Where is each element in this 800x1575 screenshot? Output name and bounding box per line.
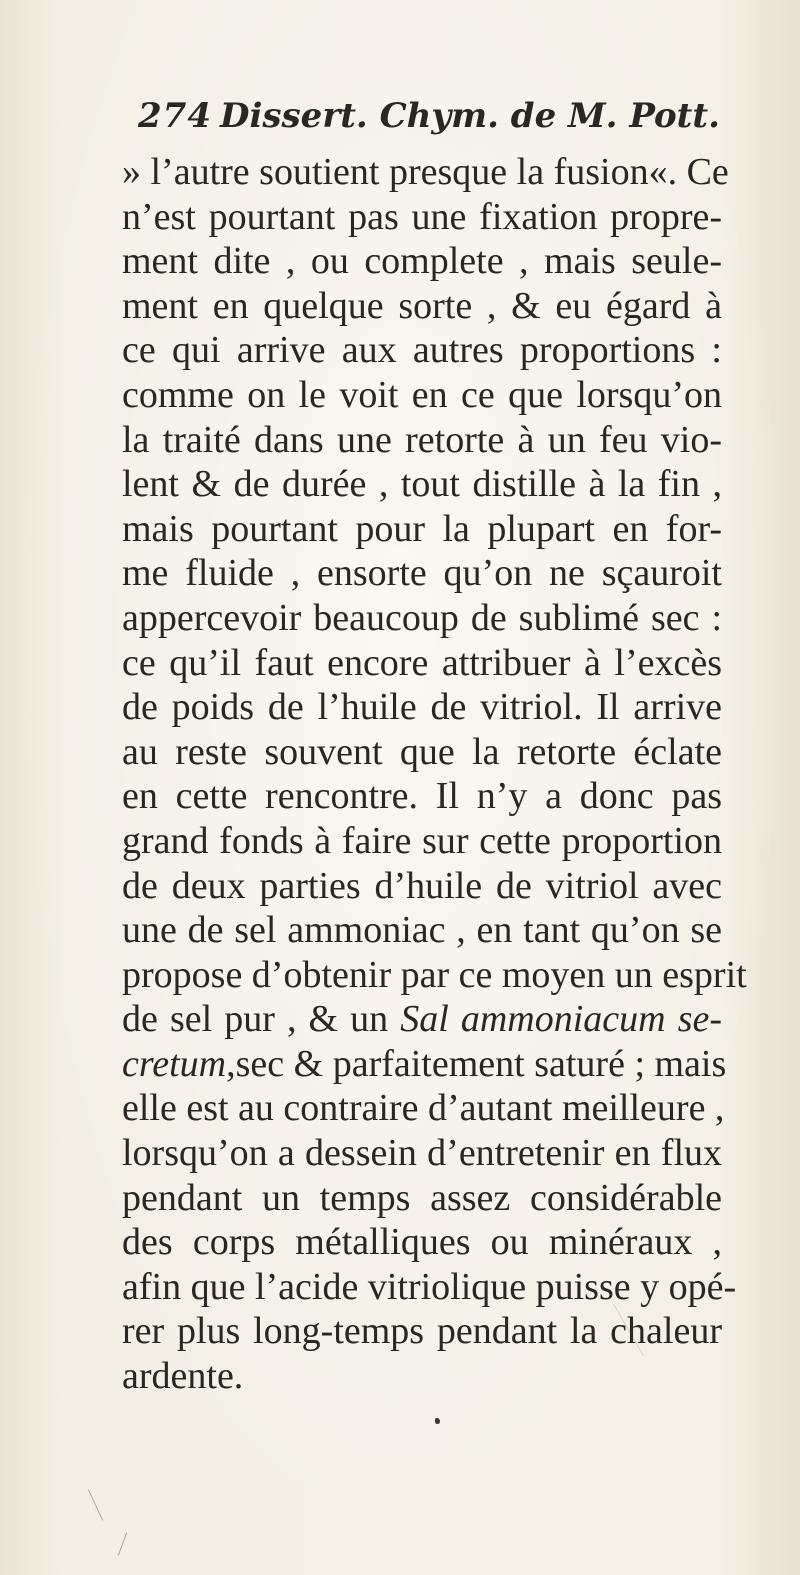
text-line-11: appercevoir beaucoup de sublimé sec : — [122, 596, 722, 639]
paper-mark — [118, 1533, 127, 1556]
text-line-7: la traité dans une retorte à un feu vio- — [122, 418, 722, 461]
text-line-22: elle est au contraire d’autant meilleure , — [122, 1087, 725, 1130]
text-line-23: lorsqu’on a dessein d’entretenir en flux — [122, 1132, 722, 1175]
text-line-13: de poids de l’huile de vitriol. Il arrive — [122, 686, 722, 729]
text-line-16: grand fonds à faire sur cette proportion — [122, 819, 722, 862]
text-line-2: n’est pourtant pas une fixation propre- — [122, 195, 722, 238]
page-header — [138, 96, 720, 140]
text-line-21 — [122, 1042, 727, 1087]
running-title: Dissert. Chym. de M. Pott. — [220, 96, 720, 136]
text-line-24: pendant un temps assez considérable — [122, 1176, 722, 1219]
text-line-26: afin que l’acide vitriolique puisse y opé- — [122, 1265, 737, 1308]
page-number: 274 — [138, 96, 212, 136]
text-line-12: ce qu’il faut encore attribuer à l’excès — [122, 641, 722, 684]
text-line-19: propose d’obtenir par ce moyen un esprit — [122, 953, 747, 996]
ink-speck — [435, 1418, 440, 1424]
text-line-20 — [122, 997, 722, 1042]
text-line-27: rer plus long-temps pendant la chaleur — [122, 1310, 722, 1353]
text-line-14: au reste souvent que la retorte éclate — [122, 730, 722, 773]
text-line-21-comma: , — [226, 1042, 236, 1085]
italic-sal-ammoniacum: Sal ammoniacum se- — [400, 998, 722, 1041]
italic-cretum: cretum — [122, 1042, 227, 1085]
body-text — [122, 150, 747, 1399]
text-line-5: ce qui arrive aux autres proportions : — [122, 329, 722, 372]
text-line-6: comme on le voit en ce que lorsqu’on — [122, 373, 722, 416]
text-line-25: des corps métalliques ou minéraux , — [122, 1221, 722, 1264]
text-line-9: mais pourtant pour la plupart en for- — [122, 507, 722, 550]
text-line-8: lent & de durée , tout distille à la fin , — [122, 463, 722, 506]
text-line-3: ment dite , ou complete , mais seule- — [122, 240, 722, 283]
text-line-10: me fluide , ensorte qu’on ne sçauroit — [122, 552, 722, 595]
text-line-15: en cette rencontre. Il n’y a donc pas — [122, 775, 722, 818]
text-line-1: » l’autre soutient presque la fusion«. Ce — [122, 151, 729, 193]
text-line-21-rest: sec & parfaitement saturé ; mais — [235, 1042, 727, 1085]
text-line-20-start: de sel pur , & un — [122, 998, 389, 1041]
text-line-28: ardente. — [122, 1355, 244, 1398]
text-line-4: ment en quelque sorte , & eu égard à — [122, 284, 722, 327]
text-line-17: de deux parties d’huile de vitriol avec — [122, 864, 722, 907]
text-line-18: une de sel ammoniac , en tant qu’on se — [122, 909, 722, 952]
paper-mark — [88, 1489, 103, 1520]
